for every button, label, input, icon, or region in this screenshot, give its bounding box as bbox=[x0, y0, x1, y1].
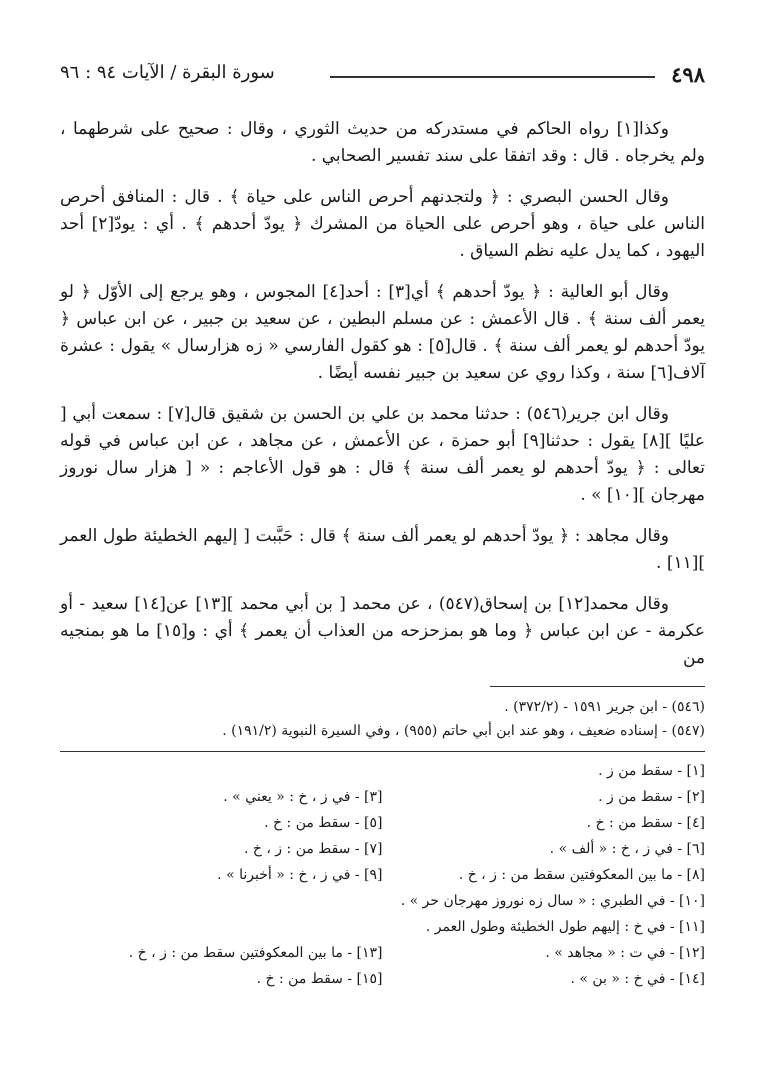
variant-note bbox=[60, 758, 383, 784]
variants-list bbox=[60, 758, 705, 888]
footnote-rule bbox=[490, 686, 705, 687]
variant-note: [١٠] - في الطبري : « سال زه نوروز مهرجان حر » . bbox=[400, 893, 705, 909]
main-text bbox=[60, 116, 705, 672]
footnote: (٥٤٦) - ابن جرير ١٥٩١ - (٣٧٢/٢) . bbox=[504, 699, 705, 715]
variant-note: [٢] - سقط من ز . bbox=[598, 789, 705, 805]
variant-note: [١٤] - في خ : « بن » . bbox=[570, 971, 705, 987]
variant-note: [٥] - سقط من : خ . bbox=[264, 815, 383, 831]
variant-note: [٨] - ما بين المعكوفتين سقط من : ز ، خ . bbox=[458, 867, 705, 883]
footnote: (٥٤٧) - إسناده ضعيف ، وهو عند ابن أبي حاتم (٩٥٥) ، وفي السيرة النبوية (١٩١/٢) . bbox=[222, 723, 705, 739]
paragraph: وكذا[١] رواه الحاكم في مستدركه من حديث الثوري ، وقال : صحيح على شرطهما ، ولم يخرجاه . قال : وقد اتفقا على سند تفسير الصحابي . bbox=[60, 119, 705, 166]
variant-note: [١٥] - سقط من : خ . bbox=[256, 971, 383, 987]
page-header bbox=[60, 62, 705, 92]
paragraph: وقال الحسن البصري : ﴿ ولتجدنهم أحرص الناس على حياة ﴾ . قال : المنافق أحرص الناس على حياة ، وهو أحرص على الحياة من المشرك ﴿ يودّ أحدهم ﴾ . أي : يودّ[٢] أحد اليهود ، كما يدل عليه نظم السياق . bbox=[60, 187, 705, 261]
surah-title: سورة البقرة / الآيات ٩٤ : ٩٦ bbox=[60, 62, 275, 83]
variants-rule bbox=[60, 751, 705, 752]
variant-note: [٧] - سقط من : ز ، خ . bbox=[243, 841, 383, 857]
variant-note: [٤] - سقط من : خ . bbox=[586, 815, 705, 831]
variants-list bbox=[60, 940, 705, 992]
paragraph: وقال ابن جرير(٥٤٦) : حدثنا محمد بن علي بن الحسن بن شقيق قال[٧] : سمعت أبي [ عليًا ][٨] يقول : حدثنا[٩] أبو حمزة ، عن الأعمش ، عن مجاهد ، عن ابن عباس في قوله تعالى : ﴿ يودّ أحدهم لو يعمر ألف سنة ﴾ قال : هو قول الأعاجم : « [ هزار سال نوروز مهرجان ][١٠] » . bbox=[60, 404, 705, 505]
variant-note: [١١] - في خ : إليهم طول الخطيئة وطول العمر . bbox=[425, 919, 705, 935]
variant-note: [٣] - في ز ، خ : « يعني » . bbox=[223, 789, 383, 805]
variant-note: [١٢] - في ت : « مجاهد » . bbox=[545, 945, 705, 961]
page-number: ٤٩٨ bbox=[671, 62, 705, 87]
header-rule bbox=[330, 76, 655, 78]
variant-note: [٦] - في ز ، خ : « ألف » . bbox=[549, 841, 705, 857]
variant-note: [١] - سقط من ز . bbox=[598, 763, 705, 779]
variant-note: [٩] - في ز ، خ : « أخبرنا » . bbox=[217, 867, 383, 883]
book-page bbox=[60, 62, 705, 1042]
paragraph: وقال مجاهد : ﴿ يودّ أحدهم لو يعمر ألف سنة ﴾ قال : حَبَّبت [ إليهم الخطيئة طول العمر ][١١] . bbox=[60, 526, 705, 573]
paragraph: وقال محمد[١٢] بن إسحاق(٥٤٧) ، عن محمد [ بن أبي محمد ][١٣] عن[١٤] سعيد - أو عكرمة - عن ابن عباس ﴿ وما هو بمزحزحه من العذاب أن يعمر ﴾ أي : و[١٥] ما هو بمنجيه من bbox=[60, 594, 705, 668]
variant-note: [١٣] - ما بين المعكوفتين سقط من : ز ، خ . bbox=[128, 945, 383, 961]
paragraph: وقال أبو العالية : ﴿ يودّ أحدهم ﴾ أي[٣] : أحد[٤] المجوس ، وهو يرجع إلى الأوّل ﴿ لو يعمر ألف سنة ﴾ . قال الأعمش : عن مسلم البطين ، عن سعيد بن جبير ، عن ابن عباس ﴿ يودّ أحدهم لو يعمر ألف سنة ﴾ . قال[٥] : هو كقول الفارسي « زه هزارسال » يقول : عشرة آلاف[٦] سنة ، وكذا روي عن سعيد بن جبير نفسه أيضًا . bbox=[60, 282, 705, 383]
